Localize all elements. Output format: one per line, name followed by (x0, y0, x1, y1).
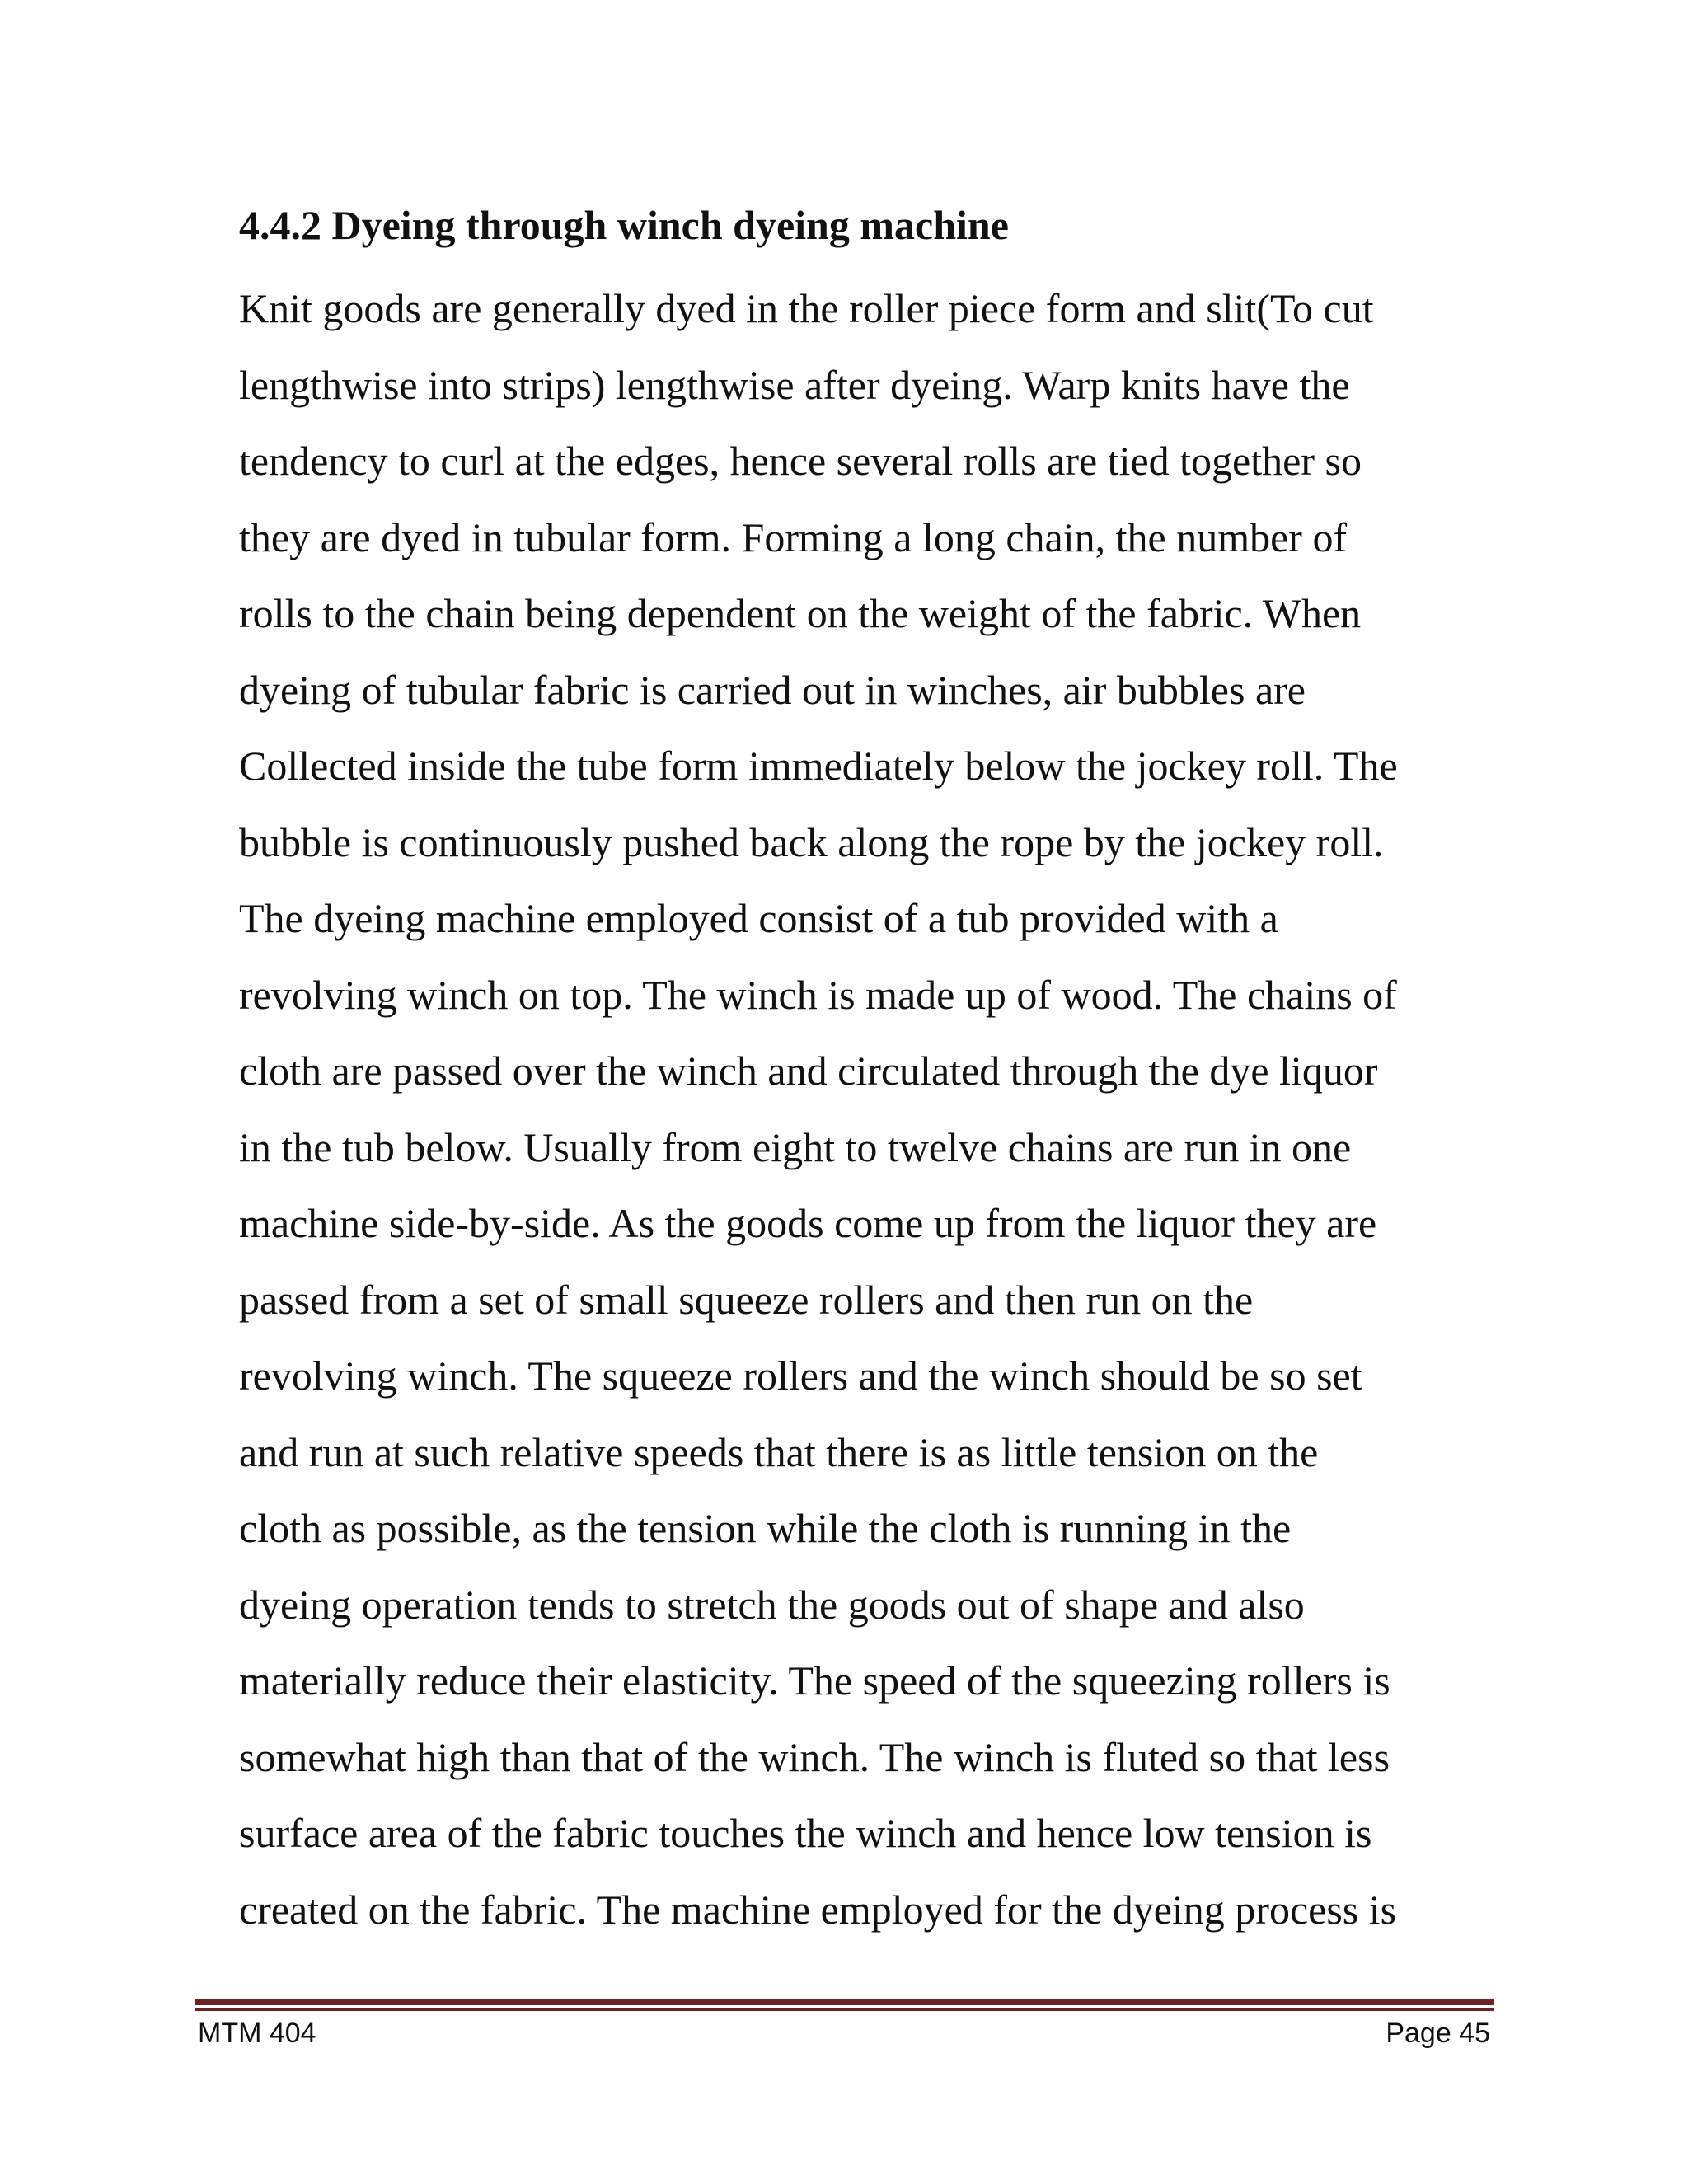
section-heading: 4.4.2 Dyeing through winch dyeing machine (239, 202, 1009, 248)
paragraph-line: The dyeing machine employed consist of a tub provided with a (239, 895, 1278, 941)
paragraph-line: revolving winch. The squeeze rollers and the winch should be so set (239, 1352, 1362, 1399)
footer-page-number: Page 45 (1386, 2018, 1490, 2049)
paragraph-line: Collected inside the tube form immediately below the jockey roll. The (239, 743, 1398, 789)
paragraph-line: machine side-by-side. As the goods come up from the liquor they are (239, 1200, 1377, 1246)
paragraph-line: somewhat high than that of the winch. The winch is fluted so that less (239, 1733, 1390, 1780)
paragraph-line: rolls to the chain being dependent on the weight of the fabric. When (239, 590, 1362, 636)
paragraph-line: tendency to curl at the edges, hence several rolls are tied together so (239, 438, 1362, 484)
paragraph-line: dyeing of tubular fabric is carried out in winches, air bubbles are (239, 666, 1306, 713)
paragraph-line: revolving winch on top. The winch is made up of wood. The chains of (239, 971, 1397, 1018)
paragraph-line: surface area of the fabric touches the winch and hence low tension is (239, 1810, 1372, 1856)
paragraph-line: lengthwise into strips) lengthwise after dyeing. Warp knits have the (239, 361, 1350, 408)
paragraph-line: they are dyed in tubular form. Forming a long chain, the number of (239, 513, 1348, 560)
paragraph-line: in the tub below. Usually from eight to twelve chains are run in one (239, 1123, 1352, 1170)
paragraph-line: created on the fabric. The machine employed for the dyeing process is (239, 1886, 1397, 1933)
paragraph-line: Knit goods are generally dyed in the roller piece form and slit(To cut (239, 285, 1374, 331)
paragraph-line: cloth as possible, as the tension while the cloth is running in the (239, 1505, 1292, 1551)
footer-rule-thick (195, 1999, 1494, 2005)
paragraph-line: and run at such relative speeds that there is as little tension on the (239, 1428, 1319, 1475)
footer-rule-thin (195, 2008, 1494, 2011)
body-paragraph (239, 270, 1500, 1947)
paragraph-line: dyeing operation tends to stretch the goods out of shape and also (239, 1581, 1305, 1628)
paragraph-line: materially reduce their elasticity. The speed of the squeezing rollers is (239, 1657, 1390, 1704)
paragraph-line: bubble is continuously pushed back along the rope by the jockey roll. (239, 818, 1384, 865)
paragraph-line: passed from a set of small squeeze rollers and then run on the (239, 1276, 1254, 1323)
footer-course-code: MTM 404 (198, 2018, 316, 2049)
paragraph-line: cloth are passed over the winch and circulated through the dye liquor (239, 1047, 1378, 1094)
